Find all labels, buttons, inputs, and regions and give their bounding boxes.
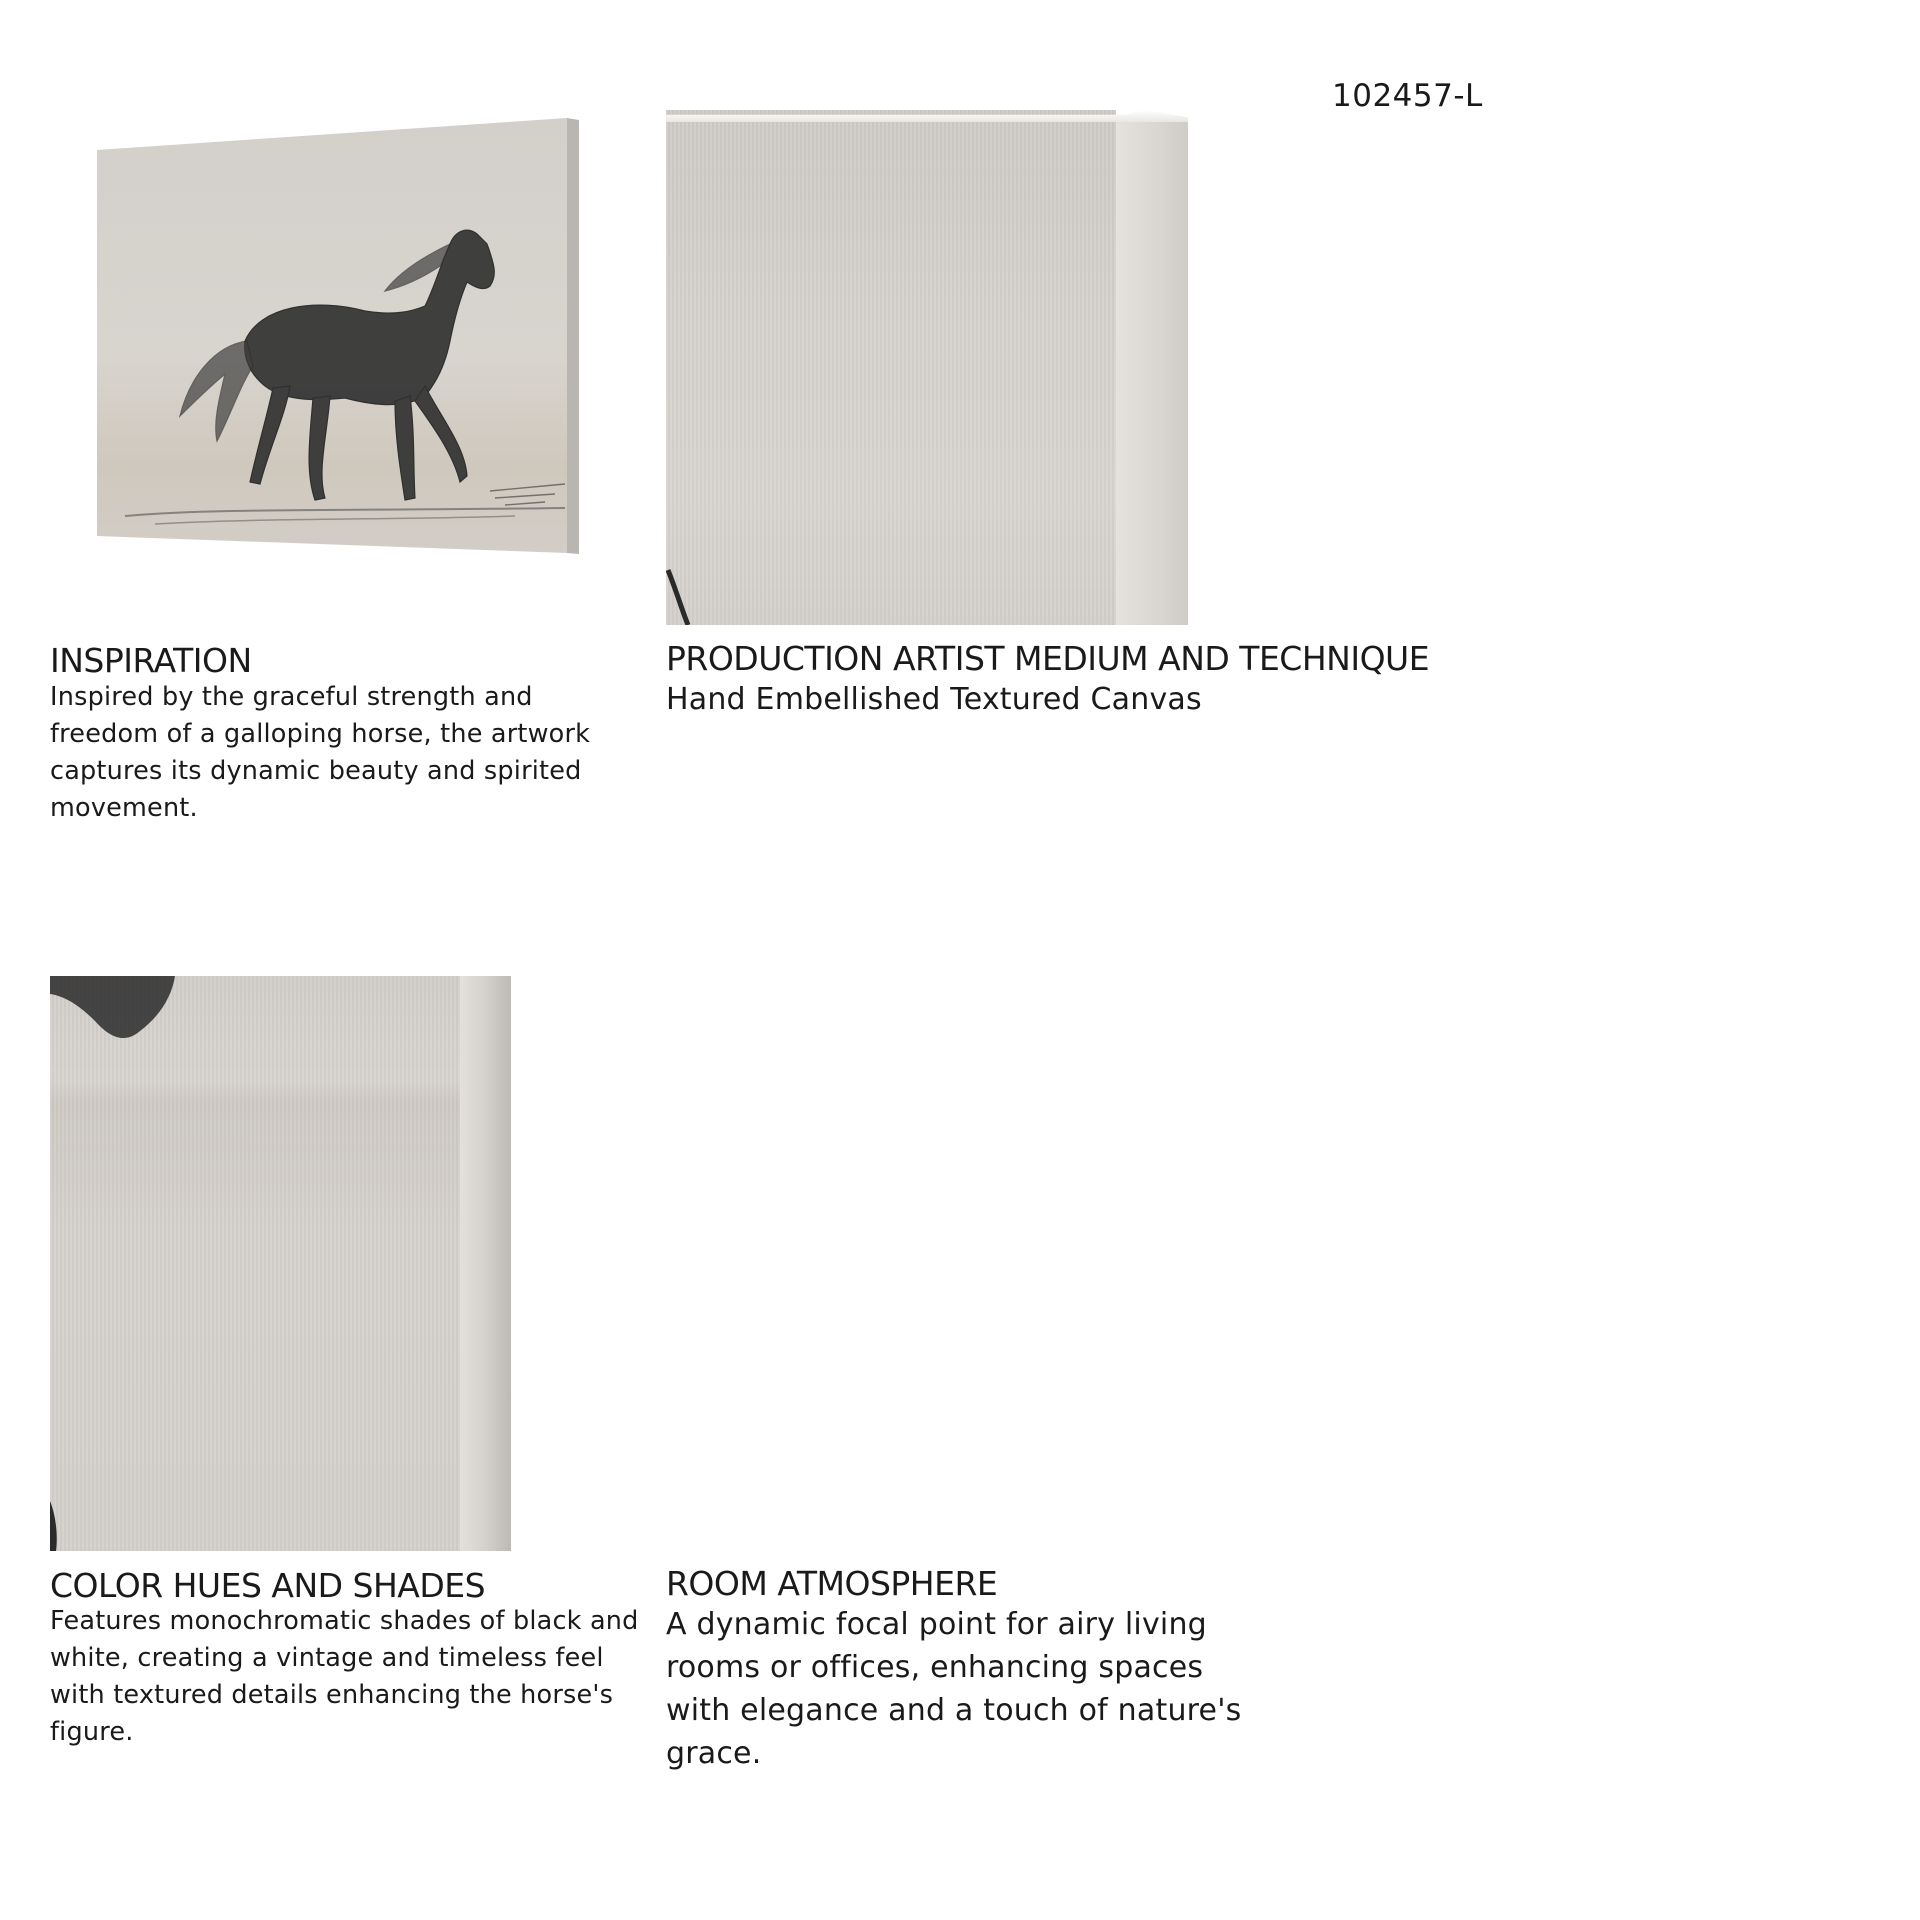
horse-leg-fragment <box>50 1496 70 1551</box>
inspiration-text: Inspired by the graceful strength and freedom of a galloping horse, the artwork captures its dynamic beauty and spirited movement. <box>50 682 591 823</box>
artwork-photo-corner-closeup <box>666 110 1188 625</box>
inspiration-heading: INSPIRATION <box>50 641 252 680</box>
color-heading: COLOR HUES AND SHADES <box>50 1566 486 1605</box>
room-text: A dynamic focal point for airy living rooms or offices, enhancing spaces with elegance and a touch of nature's grace. <box>666 1607 1242 1771</box>
medium-heading: PRODUCTION ARTIST MEDIUM AND TECHNIQUE <box>666 639 1430 678</box>
horse-tail-fragment <box>666 530 706 625</box>
artwork-photo-full <box>95 116 585 556</box>
artwork-photo-edge-closeup <box>50 976 511 1551</box>
product-sku: 102457-L <box>1332 78 1483 114</box>
canvas-texture-image <box>50 976 460 1551</box>
canvas-edge-image <box>460 976 511 1551</box>
horse-head-fragment <box>50 976 180 1051</box>
medium-text: Hand Embellished Textured Canvas <box>666 682 1202 717</box>
horse-canvas-image <box>95 116 585 556</box>
room-heading: ROOM ATMOSPHERE <box>666 1564 998 1603</box>
canvas-texture-image <box>666 110 1116 625</box>
canvas-edge-image <box>1116 120 1188 625</box>
color-text: Features monochromatic shades of black and white, creating a vintage and timeless feel with textured details enhancing the horse's figure. <box>50 1606 639 1747</box>
